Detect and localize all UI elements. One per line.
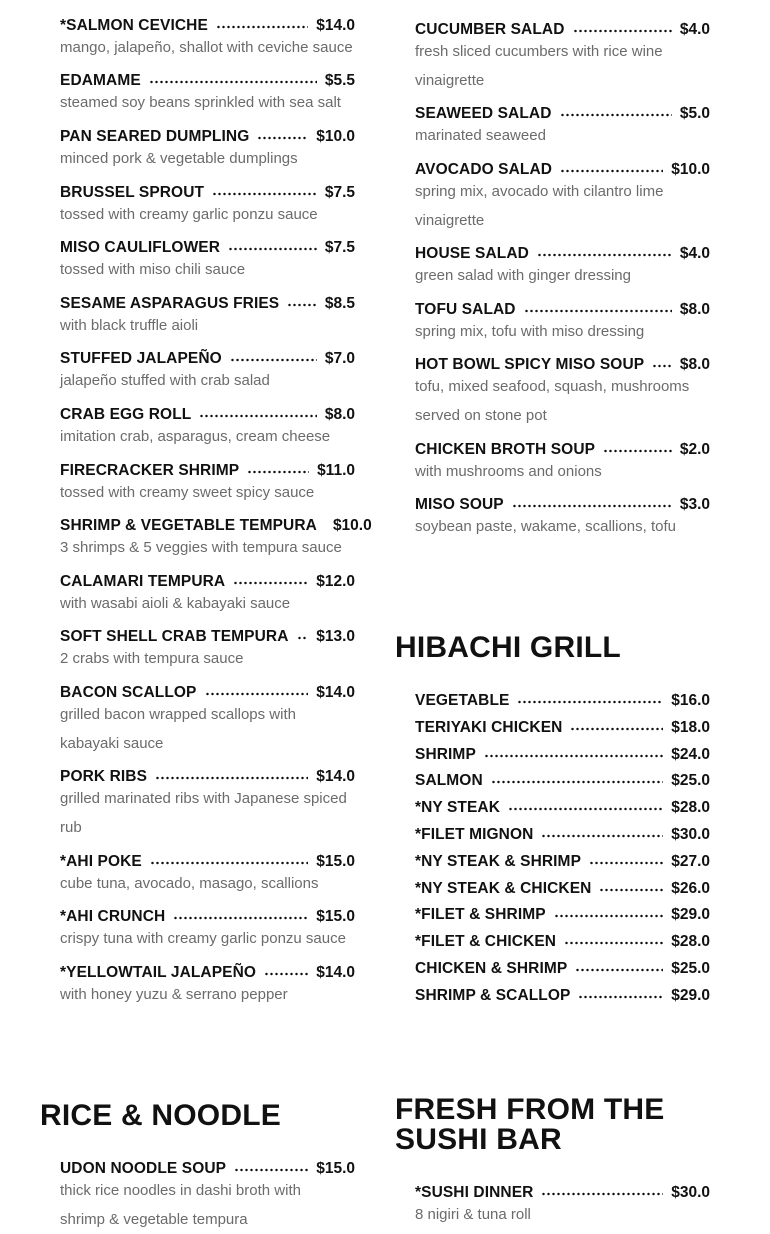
menu-item [60, 960, 355, 1010]
menu-item-row [60, 124, 355, 146]
menu-item-price: $8.0 [325, 406, 355, 424]
menu-item [60, 68, 355, 118]
description-line: cube tuna, avocado, masago, scallions [60, 870, 355, 899]
menu-item-description [60, 981, 355, 1010]
menu-item-description [60, 423, 355, 452]
menu-item-name: PAN SEARED DUMPLING [60, 128, 249, 146]
menu-item-row [60, 235, 355, 257]
menu-item [60, 13, 355, 63]
hibachi-item-price: $27.0 [671, 853, 710, 871]
menu-item [60, 458, 355, 508]
menu-item-price: $14.0 [316, 17, 355, 35]
dot-leader [287, 303, 317, 307]
description-line: mango, jalapeño, shallot with ceviche sauce [60, 34, 355, 63]
menu-item-description [415, 458, 710, 487]
menu-item-description [60, 145, 355, 174]
menu-item-description [60, 34, 355, 63]
menu-item-price: $10.0 [671, 161, 710, 179]
menu-item-description [60, 367, 355, 396]
hibachi-item-price: $30.0 [671, 826, 710, 844]
menu-item-name: BRUSSEL SPROUT [60, 184, 204, 202]
description-line: marinated seaweed [415, 122, 710, 151]
hibachi-item-name: *FILET & CHICKEN [415, 933, 556, 951]
description-line: thick rice noodles in dashi broth with [60, 1177, 355, 1206]
hibachi-item [415, 929, 710, 951]
menu-item-name: CHICKEN BROTH SOUP [415, 441, 595, 459]
hibachi-item-name: *FILET MIGNON [415, 826, 533, 844]
menu-item-name: EDAMAME [60, 72, 141, 90]
hibachi-item [415, 849, 710, 871]
description-line: tofu, mixed seafood, squash, mushrooms [415, 373, 710, 402]
menu-item [60, 680, 355, 758]
menu-item [415, 352, 710, 430]
hibachi-item [415, 768, 710, 790]
hibachi-item-price: $29.0 [671, 987, 710, 1005]
hibachi-item-price: $24.0 [671, 746, 710, 764]
menu-item [60, 764, 355, 842]
menu-item-price: $8.0 [680, 301, 710, 319]
menu-item [60, 346, 355, 396]
menu-item-row [60, 569, 355, 591]
menu-item-row [415, 492, 710, 514]
menu-item [60, 849, 355, 899]
menu-item-price: $15.0 [316, 853, 355, 871]
menu-item-price: $14.0 [316, 684, 355, 702]
dot-leader [264, 972, 308, 976]
menu-item [415, 17, 710, 95]
description-line: tossed with creamy garlic ponzu sauce [60, 201, 355, 230]
menu-item-row [60, 680, 355, 702]
description-line: grilled bacon wrapped scallops with [60, 701, 355, 730]
menu-item-name: SEAWEED SALAD [415, 105, 552, 123]
dot-leader [652, 364, 672, 368]
menu-item-name: PORK RIBS [60, 768, 147, 786]
menu-item-row [415, 241, 710, 263]
dot-leader [599, 888, 663, 892]
dot-leader [570, 727, 663, 731]
description-line: imitation crab, asparagus, cream cheese [60, 423, 355, 452]
menu-item-name: AVOCADO SALAD [415, 161, 552, 179]
hibachi-item [415, 742, 710, 764]
dot-leader [234, 1168, 308, 1172]
description-line: vinaigrette [415, 67, 710, 96]
hibachi-heading: HIBACHI GRILL [395, 633, 621, 663]
menu-item-price: $8.5 [325, 295, 355, 313]
menu-item-price: $10.0 [316, 128, 355, 146]
menu-item-description [415, 178, 710, 235]
description-line: grilled marinated ribs with Japanese spiced [60, 785, 355, 814]
hibachi-item-name: *FILET & SHRIMP [415, 906, 546, 924]
menu-item-row [60, 1156, 355, 1178]
menu-item-description [415, 262, 710, 291]
hibachi-item-name: VEGETABLE [415, 692, 509, 710]
menu-item-price: $2.0 [680, 441, 710, 459]
menu-item-price: $10.0 [333, 517, 372, 535]
menu-item-description [60, 201, 355, 230]
hibachi-item [415, 715, 710, 737]
dot-leader [564, 941, 663, 945]
menu-item-price: $11.0 [317, 462, 355, 480]
dot-leader [573, 29, 672, 33]
menu-item [60, 402, 355, 452]
menu-item-name: UDON NOODLE SOUP [60, 1160, 226, 1178]
description-line: tossed with creamy sweet spicy sauce [60, 479, 355, 508]
menu-item-description [60, 312, 355, 341]
menu-item-name: CRAB EGG ROLL [60, 406, 191, 424]
hibachi-item-name: SHRIMP & SCALLOP [415, 987, 570, 1005]
menu-item [415, 1180, 710, 1230]
dot-leader [297, 636, 309, 640]
menu-item-name: *SALMON CEVICHE [60, 17, 208, 35]
description-line: jalapeño stuffed with crab salad [60, 367, 355, 396]
hibachi-item [415, 795, 710, 817]
menu-item-name: *AHI CRUNCH [60, 908, 165, 926]
menu-item-name: MISO SOUP [415, 496, 504, 514]
menu-item [415, 437, 710, 487]
dot-leader [491, 780, 663, 784]
menu-item [415, 297, 710, 347]
menu-item-row [60, 458, 355, 480]
hibachi-item [415, 983, 710, 1005]
dot-leader [560, 169, 663, 173]
description-line: fresh sliced cucumbers with rice wine [415, 38, 710, 67]
menu-item-row [60, 849, 355, 871]
menu-item-price: $7.5 [325, 184, 355, 202]
menu-item-name: MISO CAULIFLOWER [60, 239, 220, 257]
menu-item-row [60, 513, 368, 535]
description-line: spring mix, avocado with cilantro lime [415, 178, 710, 207]
menu-item [415, 157, 710, 235]
menu-item [60, 513, 368, 563]
sushi-bar-heading-line1: FRESH FROM THE [395, 1095, 664, 1125]
hibachi-item-price: $25.0 [671, 772, 710, 790]
dot-leader [150, 861, 308, 865]
menu-item-description [60, 645, 355, 674]
menu-item-row [60, 346, 355, 368]
description-line: vinaigrette [415, 207, 710, 236]
menu-item-name: BACON SCALLOP [60, 684, 197, 702]
dot-leader [578, 995, 663, 999]
menu-item-price: $7.5 [325, 239, 355, 257]
dot-leader [512, 504, 672, 508]
menu-item-description [60, 479, 355, 508]
description-line: with black truffle aioli [60, 312, 355, 341]
menu-item [60, 180, 355, 230]
dot-leader [484, 754, 663, 758]
menu-item-description [415, 513, 710, 542]
dot-leader [155, 776, 308, 780]
dot-leader [228, 247, 317, 251]
dot-leader [212, 192, 317, 196]
hibachi-item-price: $29.0 [671, 906, 710, 924]
menu-item-price: $4.0 [680, 21, 710, 39]
menu-item-name: CALAMARI TEMPURA [60, 573, 225, 591]
menu-item [415, 492, 710, 542]
menu-item-row [415, 352, 710, 374]
menu-item-row [60, 624, 355, 646]
sushi-bar-heading-line2: SUSHI BAR [395, 1125, 562, 1155]
menu-item-name: SHRIMP & VEGETABLE TEMPURA [60, 517, 317, 535]
menu-item-row [60, 960, 355, 982]
description-line: crispy tuna with creamy garlic ponzu sauce [60, 925, 355, 954]
hibachi-item [415, 956, 710, 978]
menu-item [60, 235, 355, 285]
dot-leader [541, 834, 663, 838]
menu-item-price: $7.0 [325, 350, 355, 368]
menu-item-description [415, 373, 710, 430]
description-line: with honey yuzu & serrano pepper [60, 981, 355, 1010]
menu-item-row [60, 180, 355, 202]
menu-item-row [415, 17, 710, 39]
dot-leader [554, 914, 664, 918]
menu-item-description [415, 1201, 710, 1230]
menu-item-name: FIRECRACKER SHRIMP [60, 462, 239, 480]
hibachi-item-price: $16.0 [671, 692, 710, 710]
hibachi-item [415, 688, 710, 710]
menu-item-price: $13.0 [316, 628, 355, 646]
description-line: kabayaki sauce [60, 730, 355, 759]
menu-item-description [60, 590, 355, 619]
menu-item-row [415, 101, 710, 123]
hibachi-item [415, 876, 710, 898]
menu-item-price: $15.0 [316, 908, 355, 926]
dot-leader [541, 1192, 663, 1196]
hibachi-item-price: $25.0 [671, 960, 710, 978]
menu-item-price: $14.0 [316, 964, 355, 982]
dot-leader [589, 861, 663, 865]
dot-leader [257, 136, 308, 140]
menu-item-description [415, 122, 710, 151]
hibachi-item [415, 822, 710, 844]
dot-leader [205, 692, 309, 696]
menu-item-row [60, 904, 355, 926]
menu-item-description [415, 318, 710, 347]
description-line: soybean paste, wakame, scallions, tofu [415, 513, 710, 542]
menu-item-name: SESAME ASPARAGUS FRIES [60, 295, 279, 313]
menu-item [60, 624, 355, 674]
dot-leader [537, 253, 672, 257]
description-line: 2 crabs with tempura sauce [60, 645, 355, 674]
dot-leader [603, 449, 672, 453]
hibachi-item-name: TERIYAKI CHICKEN [415, 719, 562, 737]
menu-item [60, 1156, 355, 1234]
menu-item-row [415, 1180, 710, 1202]
hibachi-item-price: $26.0 [671, 880, 710, 898]
menu-item-price: $5.5 [325, 72, 355, 90]
dot-leader [199, 414, 317, 418]
dot-leader [233, 581, 308, 585]
menu-item-description [60, 534, 368, 563]
menu-item-row [60, 68, 355, 90]
rice-noodle-heading: RICE & NOODLE [40, 1101, 281, 1131]
dot-leader [575, 968, 663, 972]
menu-item-name: TOFU SALAD [415, 301, 516, 319]
hibachi-item-name: *NY STEAK & SHRIMP [415, 853, 581, 871]
hibachi-item-price: $28.0 [671, 799, 710, 817]
dot-leader [517, 700, 663, 704]
menu-item-name: *YELLOWTAIL JALAPEÑO [60, 964, 256, 982]
menu-item-name: *SUSHI DINNER [415, 1184, 533, 1202]
menu-item-description [415, 38, 710, 95]
menu-item-name: CUCUMBER SALAD [415, 21, 565, 39]
description-line: shrimp & vegetable tempura [60, 1206, 355, 1234]
dot-leader [560, 113, 672, 117]
menu-item-name: *AHI POKE [60, 853, 142, 871]
menu-item-price: $15.0 [316, 1160, 355, 1178]
dot-leader [173, 916, 308, 920]
menu-item-name: STUFFED JALAPEÑO [60, 350, 222, 368]
menu-item-price: $8.0 [680, 356, 710, 374]
hibachi-item-name: *NY STEAK & CHICKEN [415, 880, 591, 898]
menu-item-description [60, 785, 355, 842]
menu-item-description [60, 925, 355, 954]
dot-leader [508, 807, 663, 811]
menu-item-row [415, 437, 710, 459]
hibachi-item-name: SHRIMP [415, 746, 476, 764]
menu-item-row [415, 157, 710, 179]
hibachi-item [415, 902, 710, 924]
description-line: steamed soy beans sprinkled with sea salt [60, 89, 355, 118]
menu-item [60, 291, 355, 341]
menu-item [60, 904, 355, 954]
menu-item-name: SOFT SHELL CRAB TEMPURA [60, 628, 289, 646]
menu-item-price: $30.0 [671, 1184, 710, 1202]
menu-item-price: $14.0 [316, 768, 355, 786]
dot-leader [149, 80, 317, 84]
menu-item-price: $4.0 [680, 245, 710, 263]
menu-item-description [60, 870, 355, 899]
menu-item [415, 241, 710, 291]
menu-item-description [60, 1177, 355, 1234]
dot-leader [247, 470, 309, 474]
menu-item-row [415, 297, 710, 319]
menu-item [415, 101, 710, 151]
menu-item-row [60, 764, 355, 786]
menu-item-price: $3.0 [680, 496, 710, 514]
hibachi-item-price: $18.0 [671, 719, 710, 737]
description-line: minced pork & vegetable dumplings [60, 145, 355, 174]
menu-item-description [60, 256, 355, 285]
description-line: 8 nigiri & tuna roll [415, 1201, 710, 1230]
hibachi-item-price: $28.0 [671, 933, 710, 951]
dot-leader [524, 309, 672, 313]
description-line: spring mix, tofu with miso dressing [415, 318, 710, 347]
menu-item-description [60, 89, 355, 118]
menu-item [60, 569, 355, 619]
menu-item-price: $5.0 [680, 105, 710, 123]
dot-leader [230, 358, 317, 362]
menu-item-row [60, 402, 355, 424]
description-line: with wasabi aioli & kabayaki sauce [60, 590, 355, 619]
menu-item-price: $12.0 [316, 573, 355, 591]
description-line: with mushrooms and onions [415, 458, 710, 487]
hibachi-item-name: CHICKEN & SHRIMP [415, 960, 567, 978]
description-line: green salad with ginger dressing [415, 262, 710, 291]
description-line: rub [60, 814, 355, 843]
menu-item-description [60, 701, 355, 758]
hibachi-item-name: *NY STEAK [415, 799, 500, 817]
menu-item-row [60, 13, 355, 35]
menu-item-name: HOUSE SALAD [415, 245, 529, 263]
menu-item [60, 124, 355, 174]
menu-item-name: HOT BOWL SPICY MISO SOUP [415, 356, 644, 374]
hibachi-item-name: SALMON [415, 772, 483, 790]
dot-leader [216, 25, 308, 29]
menu-item-row [60, 291, 355, 313]
description-line: 3 shrimps & 5 veggies with tempura sauce [60, 534, 368, 563]
description-line: tossed with miso chili sauce [60, 256, 355, 285]
description-line: served on stone pot [415, 402, 710, 431]
